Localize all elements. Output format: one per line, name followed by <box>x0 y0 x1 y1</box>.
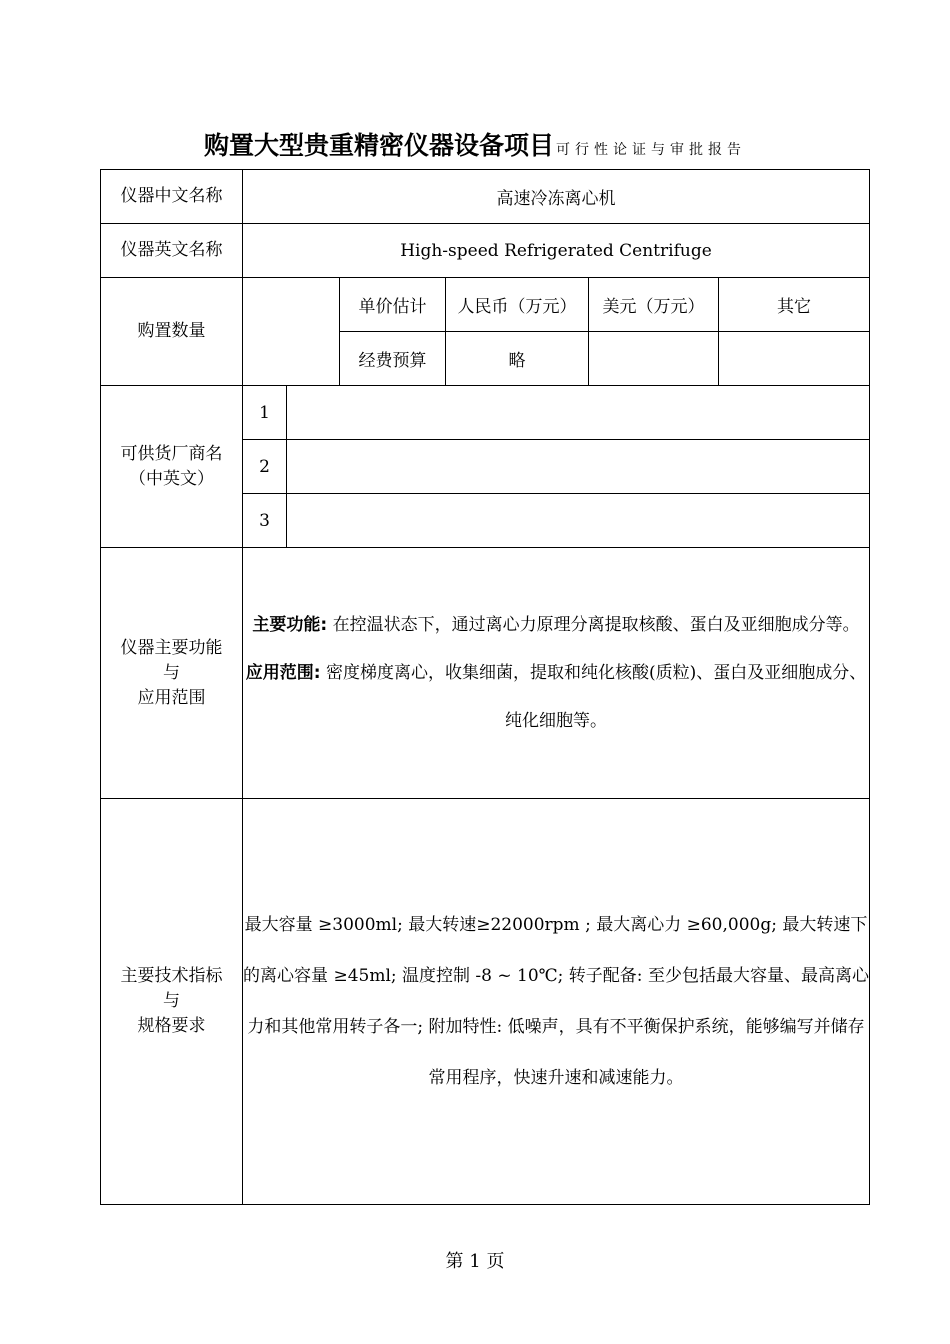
application-paragraph <box>243 649 869 745</box>
en-name-label: 仪器英文名称 <box>101 224 243 278</box>
application-form-table <box>100 169 870 1205</box>
supplier-number: 1 <box>243 386 287 440</box>
suppliers-label <box>101 386 243 548</box>
row-specs <box>101 799 870 1205</box>
row-en-name <box>101 224 870 278</box>
supplier-name <box>287 494 870 548</box>
functions-label-line2: 与 <box>163 662 180 683</box>
supplier-name <box>287 386 870 440</box>
usd-value <box>589 332 719 386</box>
document-title <box>0 126 950 162</box>
suppliers-label-line2: （中英文） <box>129 468 214 489</box>
specs-label-line3: 规格要求 <box>137 1016 206 1036</box>
row-functions <box>101 548 870 799</box>
title-main: 购置大型贵重精密仪器设备项目 <box>203 131 554 160</box>
en-name-value: High-speed Refrigerated Centrifuge <box>243 224 870 278</box>
specs-label-line2: 与 <box>163 991 180 1011</box>
suppliers-label-line1: 可供货厂商名 <box>120 443 223 464</box>
main-function-paragraph <box>243 601 869 649</box>
functions-label-line3: 应用范围 <box>137 687 206 708</box>
cn-name-label: 仪器中文名称 <box>101 170 243 224</box>
functions-label <box>101 548 243 799</box>
rmb-value: 略 <box>446 332 589 386</box>
specs-label <box>101 799 243 1205</box>
supplier-number: 3 <box>243 494 287 548</box>
application-title: 应用范围: <box>245 663 321 683</box>
row-supplier-1 <box>101 386 870 440</box>
quantity-label: 购置数量 <box>101 278 243 386</box>
title-sub: 可行性论证与审批报告 <box>556 142 746 158</box>
row-quantity-top <box>101 278 870 332</box>
other-header: 其它 <box>719 278 870 332</box>
cn-name-value: 高速冷冻离心机 <box>243 170 870 224</box>
row-cn-name <box>101 170 870 224</box>
quantity-value <box>243 278 340 386</box>
specs-label-line1: 主要技术指标 <box>120 966 223 986</box>
other-value <box>719 332 870 386</box>
supplier-name <box>287 440 870 494</box>
specs-content: 最大容量 ≥3000ml; 最大转速≥22000rpm ; 最大离心力 ≥60,000g; 最大转速下的离心容量 ≥45ml; 温度控制 -8 ~ 10℃; 转子配备: 至少包括最大容量、最高离心力和其他常用转子各一; 附加特性: 低噪声，具有不平衡保护系统，能够编写并储存常用程序，快速升速和减速能力。 <box>243 799 870 1205</box>
unit-price-label: 单价估计 <box>340 278 446 332</box>
budget-label: 经费预算 <box>340 332 446 386</box>
application-text: 密度梯度离心，收集细菌，提取和纯化核酸(质粒)、蛋白及亚细胞成分、纯化细胞等。 <box>325 663 867 731</box>
rmb-header: 人民币（万元） <box>446 278 589 332</box>
main-function-title: 主要功能: <box>252 615 328 635</box>
supplier-number: 2 <box>243 440 287 494</box>
main-function-text: 在控温状态下，通过离心力原理分离提取核酸、蛋白及亚细胞成分等。 <box>332 615 860 635</box>
page-number: 第 1 页 <box>445 1251 505 1272</box>
usd-header: 美元（万元） <box>589 278 719 332</box>
functions-label-line1: 仪器主要功能 <box>120 637 223 658</box>
functions-content <box>243 548 870 799</box>
